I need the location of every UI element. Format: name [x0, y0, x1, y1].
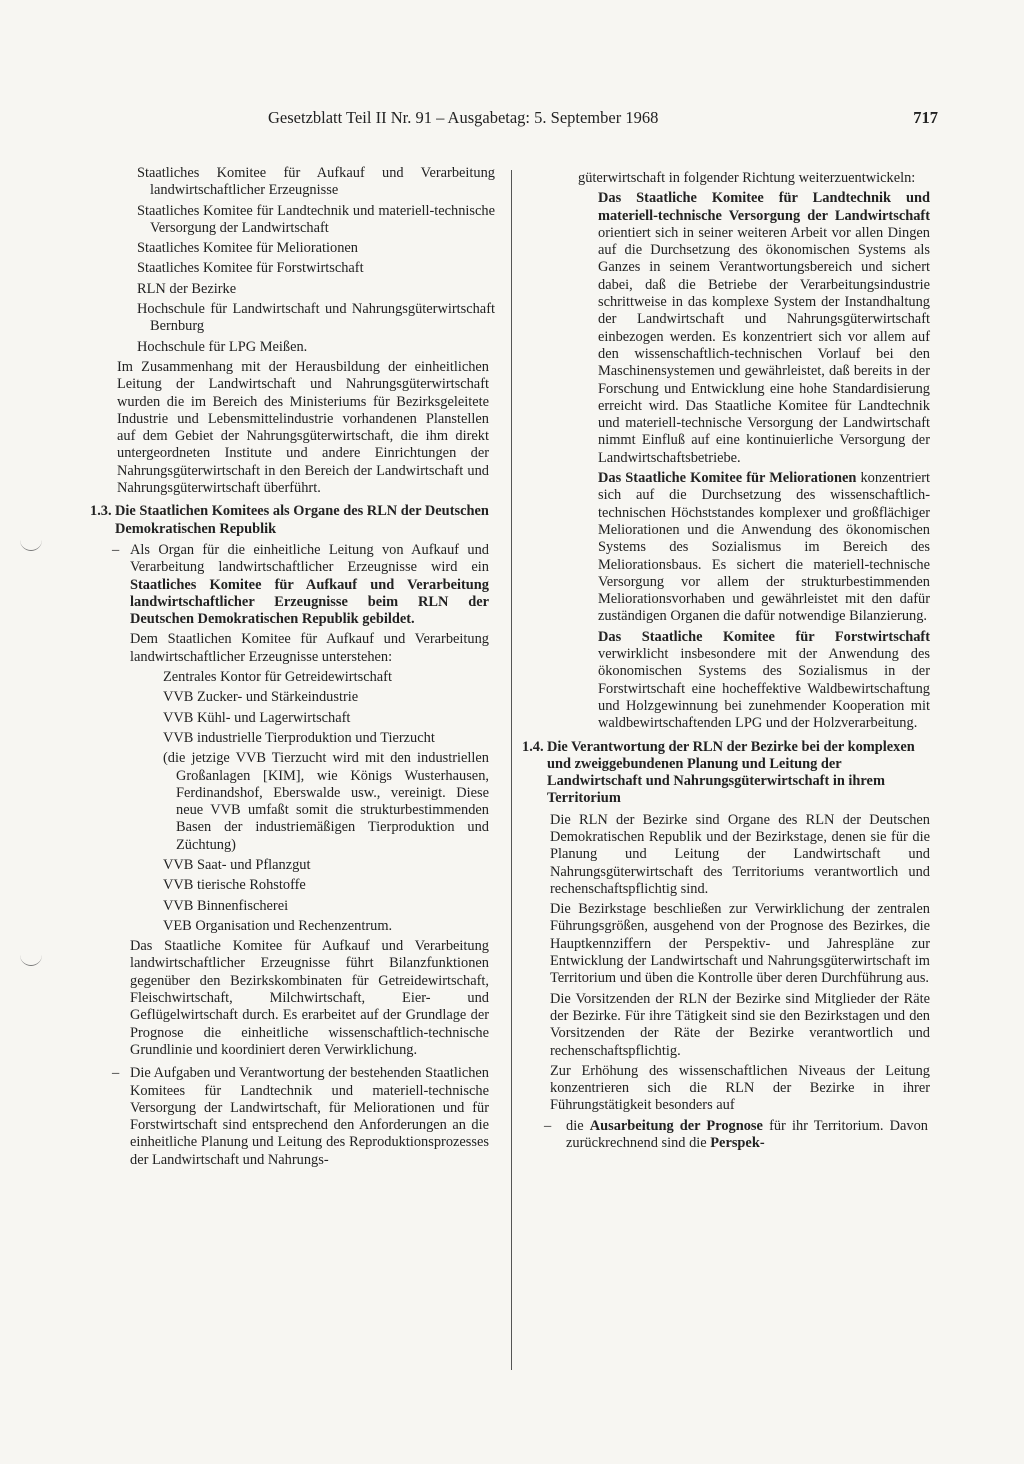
- section-number: 1.4.: [522, 738, 544, 755]
- right-column: [522, 170, 934, 1158]
- page-title: Gesetzblatt Teil II Nr. 91 – Ausgabetag: 5. September 1968: [268, 108, 659, 127]
- section-heading-1-3: [90, 503, 495, 538]
- text: für ihr Territorium. Davon zurückrechnend sind die: [566, 1117, 929, 1152]
- paragraph: Die Bezirkstage beschließen zur Verwirklichung der zentralen Führungsgrößen, ausgehend von der Prognose des Bezirkes, die Hauptkennziffern der Perspektiv- und Jahrespläne zur Entwicklung der Landwirtschaft und Nahrungsgüterwirtschaft im Territorium und üben die Kontrolle über deren Durchführung aus.: [550, 901, 930, 987]
- dash-item-content: [130, 542, 495, 1062]
- text: die: [566, 1117, 584, 1134]
- section-title: Die Verantwortung der RLN der Bezirke bei der komplexen und zweiggebundenen Planung und Leitung der Landwirtschaft und Nahrungsgüterwirtschaft in ihrem Territorium: [547, 738, 915, 807]
- list-item: Zentrales Kontor für Getreidewirtschaft: [163, 669, 392, 686]
- bold-text: Ausarbeitung der Prognose: [589, 1117, 763, 1134]
- paragraph: Die RLN der Bezirke sind Organe des RLN der Deutschen Demokratischen Republik und der Bezirkstage, denen sie für die Planung und Leitung der Landwirtschaft und Nahrungsgüterwirtschaft des Territoriums verantwortlich und rechenschaftspflichtig sind.: [550, 811, 930, 897]
- list-item: VVB Binnenfischerei: [163, 897, 289, 914]
- page-number: 717: [913, 108, 938, 127]
- paragraph: Im Zusammenhang mit der Herausbildung der einheitlichen Leitung der Landwirtschaft und Nahrungsgüterwirtschaft wurden die im Bereich des Ministeriums für Bezirksgeleitete Industrie und Lebensmittelindustrie vorhandenen Planstellen auf dem Gebiet der Nahrungsgüterwirtschaft, die ihm direkt untergeordneten Institute und andere Einrichtungen der Nahrungsgüterwirtschaft in den Bereich der Landwirtschaft und Nahrungsgüterwirtschaft überführt.: [117, 358, 489, 497]
- paragraph: Dem Staatlichen Komitee für Aufkauf und Verarbeitung landwirtschaftlicher Erzeugnisse unterstehen:: [130, 631, 489, 665]
- paragraph: Zur Erhöhung des wissenschaftlichen Niveaus der Leitung konzentrieren sich die RLN der Bezirke in ihrer Führungstätigkeit besonders auf: [550, 1062, 930, 1114]
- paragraph: [566, 1118, 928, 1153]
- dash-bullet: –: [112, 541, 120, 558]
- list-item: Staatliches Komitee für Landtechnik und materiell-technische Versorgung der Landwirtschaft: [137, 202, 495, 236]
- text: verwirklicht insbesondere mit der Anwendung des ökonomischen Systems des Sozialismus in der Forstwirtschaft eine hocheffektive Waldbewirtschaftung und Holzgewinnung bei zunehmender Kooperation mit waldbewirtschaftenden LPG und der Holzverarbeitung.: [598, 646, 930, 732]
- list-item: Hochschule für Landwirtschaft und Nahrungsgüterwirtschaft Bernburg: [137, 301, 495, 335]
- list-item: VVB Zucker- und Stärkeindustrie: [163, 689, 359, 706]
- bold-text: Das Staatliche Komitee für Meliorationen: [598, 470, 857, 487]
- paragraph: [522, 470, 934, 626]
- dash-bullet: –: [544, 1117, 552, 1134]
- list-item: Staatliches Komitee für Forstwirtschaft: [137, 260, 364, 277]
- dash-bullet: –: [112, 1065, 120, 1082]
- paragraph: güterwirtschaft in folgender Richtung weiterzuentwickeln:: [578, 170, 916, 186]
- list-item: RLN der Bezirke: [137, 280, 237, 297]
- paragraph: [522, 190, 934, 467]
- paragraph: [130, 542, 489, 628]
- bold-text: Perspek-: [710, 1135, 765, 1152]
- paragraph: [522, 629, 934, 733]
- left-column: [90, 165, 495, 1175]
- list-item: Staatliches Komitee für Aufkauf und Verarbeitung landwirtschaftlicher Erzeugnisse: [137, 165, 495, 199]
- column-divider: [511, 170, 512, 1370]
- list-item: Hochschule für LPG Meißen.: [137, 338, 308, 355]
- list-item: VVB tierische Rohstoffe: [163, 877, 306, 894]
- dash-item: [522, 1118, 934, 1156]
- bold-text: Das Staatliche Komitee für Landtechnik und materiell-technische Versorgung der Landwirtschaft: [598, 190, 930, 224]
- list-item: (die jetzige VVB Tierzucht wird mit den industriellen Großanlagen [KIM], wie Königs Wusterhausen, Ferdinandshof, Eberswalde usw., vereinigt. Diese neue VVB umfaßt somit die strukturbestimmenden Basen der industriemäßigen Tierproduktion und Züchtung): [163, 750, 489, 853]
- dash-item-content: [130, 1065, 495, 1172]
- bold-text: Das Staatliche Komitee für Forstwirtschaft: [598, 628, 930, 645]
- dash-item: [90, 542, 495, 1062]
- list-item: Staatliches Komitee für Meliorationen: [137, 240, 358, 257]
- paragraph: Das Staatliche Komitee für Aufkauf und Verarbeitung landwirtschaftlicher Erzeugnisse führt Bilanzfunktionen gegenüber den Bezirkskombinaten für Getreidewirtschaft, Fleischwirtschaft, Milchwirtschaft, Eier- und Geflügelwirtschaft durch. Es erarbeitet auf der Grundlage der Prognose die einheitliche wissenschaftlich-technische Grundlinie und koordiniert deren Verwirklichung.: [130, 938, 489, 1058]
- paragraph: Die Vorsitzenden der RLN der Bezirke sind Mitglieder der Räte der Bezirke. Für ihre Tätigkeit sind sie den Bezirkstagen und den Vorsitzenden der Räte der Bezirke verantwortlich und rechenschaftspflichtig.: [550, 990, 930, 1059]
- text: Als Organ für die einheitliche Leitung von Aufkauf und Verarbeitung landwirtschaftlicher Erzeugnisse wird ein: [130, 541, 489, 576]
- paragraph: Die Aufgaben und Verantwortung der bestehenden Staatlichen Komitees für Landtechnik und materiell-technische Versorgung der Landwirtschaft, für Meliorationen und für Forstwirtschaft sind entsprechend den Anforderungen an die einheitliche Planung und Leitung des Reproduktionsprozesses der Landwirtschaft und Nahrungs-: [130, 1065, 489, 1168]
- text: konzentriert sich auf die Durchsetzung des wissenschaftlich-technischen Höchststandes komplexer und großflächiger Meliorationen und die Anwendung des ökonomischen Systems des Sozialismus im Bereich des Meliorationsbaus. Es sichert die materiell-technische Versorgung vor allem der strukturbestimmenden Meliorationsvorhaben und gewährleistet mit den dafür zuständigen Organen die dafür notwendige Bilanzierung.: [598, 470, 930, 625]
- page-header: [268, 108, 938, 134]
- section-number: 1.3.: [90, 503, 112, 520]
- list-item: VVB industrielle Tierproduktion und Tierzucht: [163, 729, 435, 746]
- subordinate-list: [150, 669, 489, 935]
- list-item: VEB Organisation und Rechenzentrum.: [163, 917, 393, 934]
- margin-mark: [20, 955, 42, 966]
- dash-item-content: [566, 1118, 934, 1156]
- list-item: VVB Saat- und Pflanzgut: [163, 856, 311, 873]
- bold-text: Staatliches Komitee für Aufkauf und Verarbeitung landwirtschaftlicher Erzeugnisse beim RLN der Deutschen Demokratischen Republik gebildet.: [130, 576, 489, 628]
- institution-list: [137, 165, 495, 356]
- dash-item: [90, 1065, 495, 1172]
- text: orientiert sich in seiner weiteren Arbeit vor allen Dingen auf die Durchsetzung des ökonomischen Systems als Ganzes in seinem Verantwortungsbereich und sichert dabei, daß die Betriebe der Verarbeitungsindustrie schrittweise in das komplexe System der Instandhaltung der Landwirtschaft und Nahrungsgüterwirtschaft einbezogen werden. Es konzentriert sich vor allem auf den wissenschaftlich-technischen Vorlauf bei den Maschinensystemen und gewährleistet, daß bereits in der Forschung und Entwicklung eine hohe Standardisierung erreicht wird. Das Staatliche Komitee für Landtechnik und materiell-technische Versorgung der Landwirtschaft nimmt Einfluß auf eine kontinuierliche Versorgung der Landwirtschaftsbetriebe.: [598, 224, 930, 466]
- section-heading-1-4: [522, 739, 934, 808]
- list-item: VVB Kühl- und Lagerwirtschaft: [163, 709, 351, 726]
- section-title: Die Staatlichen Komitees als Organe des RLN der Deutschen Demokratischen Republik: [115, 503, 489, 537]
- margin-mark: [20, 540, 42, 551]
